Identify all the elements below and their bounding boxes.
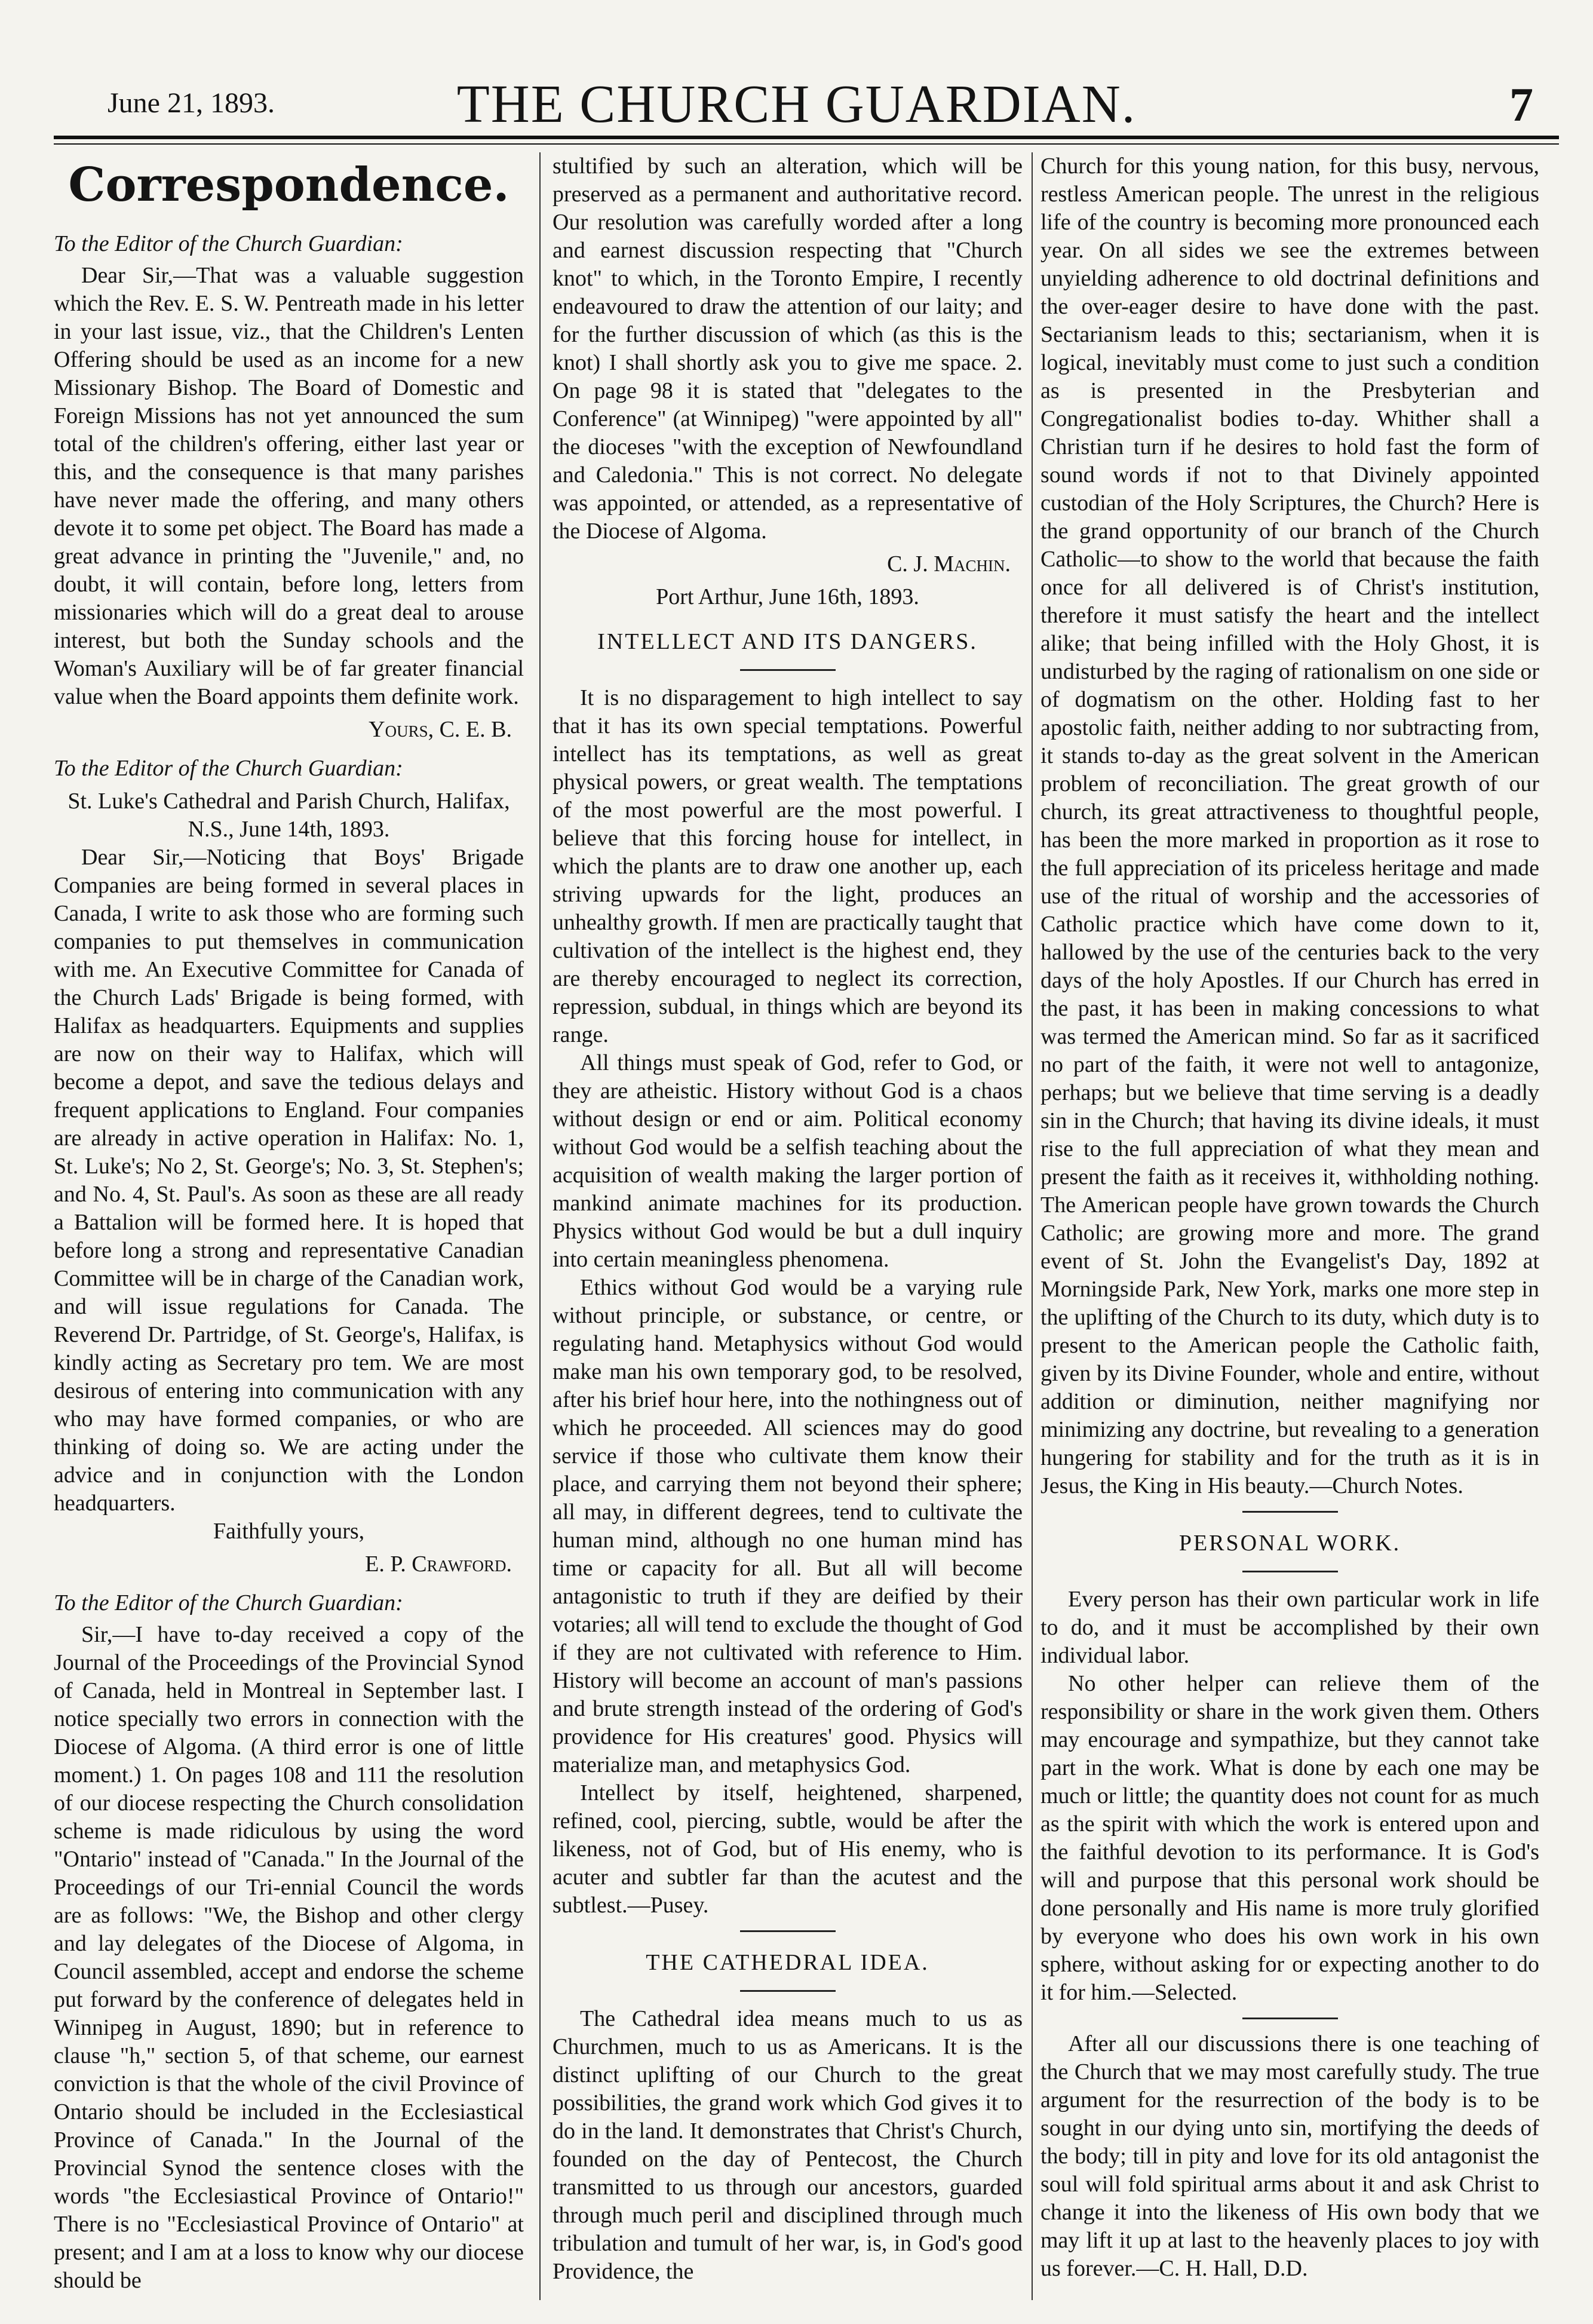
newspaper-title: THE CHURCH GUARDIAN.	[456, 75, 1137, 134]
section-title: INTELLECT AND ITS DANGERS.	[597, 629, 978, 654]
correspondence-heading: Correspondence.	[68, 158, 509, 212]
article-paragraph: Intellect by itself, heightened, sharpened, refined, cool, piercing, subtle, would be after the likeness, not of God, but of His enemy, who is acuter and subtler far than the acutest and the subtlest.—Pusey.	[553, 1780, 1023, 1918]
letter-signature: C. J. Machin.	[887, 551, 1011, 577]
article-paragraph: Every person has their own particular work in life to do, and it must be accomplished by their own individual labor.	[1040, 1587, 1539, 1668]
article-paragraph: No other helper can relieve them of the responsibility or share in the work given them. Others may encourage and sympathize, but they cannot take part in the work. What is done by each one may be much or little; the quantity does not count for as much as the spirit with which the work is entered upon and the faithful devotion to its performance. It is God's will and purpose that this personal work should be done personally and His name is more truly glorified by everyone who does his own work in his own sphere, without asking for or expecting another to do it for him.—Selected.	[1040, 1671, 1539, 2005]
article-paragraph: It is no disparagement to high intellect to say that it has its own special temptations. Powerful intellect has its temptations, as well as great physical powers, or great wealth. The temptations of the most powerful are the most powerful. I believe that this forcing house for intellect, in which the plants are to draw one another up, each striving upwards for the light, produces an unhealthy growth. If men are practically taught that cultivation of the intellect is the highest end, they are thereby encouraged to neglect its correction, repression, subdual, in things which are beyond its range.	[553, 685, 1023, 1047]
section-rule	[740, 1990, 836, 1992]
section-rule	[1242, 1511, 1338, 1513]
section-title: THE CATHEDRAL IDEA.	[646, 1950, 929, 1975]
letter-body: Sir,—I have to-day received a copy of the Journal of the Proceedings of the Provincial Synod of Canada, held in Montreal in September last. I notice specially two errors in connection with the Diocese of Algoma. (A third error is one of little moment.) 1. On pages 108 and 111 the resolution of our diocese respecting the Church consolidation scheme is made ridiculous by using the word "Ontario" instead of "Canada." In the Journal of the Proceedings of our Tri-ennial Council the words are as follows: "We, the Bishop and other clergy and lay delegates of the Diocese of Algoma, in Council assembled, accept and endorse the scheme put forward by the conference of delegates held in Winnipeg in August, 1890; but in reference to clause "h," section 5, of that scheme, our earnest conviction is that the whole of the civil Province of Ontario should be included in the Ecclesiastical Province of Canada." In the Journal of the Provincial Synod the sentence closes with the words "the Ecclesiastical Province of Ontario!" There is no "Ecclesiastical Province of Ontario" at present; and I am at a loss to know why our diocese should be	[54, 1622, 524, 2293]
issue-date: June 21, 1893.	[108, 87, 275, 119]
letter-place-date: Port Arthur, June 16th, 1893.	[656, 584, 919, 609]
masthead-rule-thin	[54, 143, 1559, 145]
column-divider	[539, 152, 541, 2300]
article-paragraph: After all our discussions there is one teaching of the Church that we may most carefully study. The true argument for the resurrection of the body is to be sought in our dying unto sin, mortifying the deeds of the body; till in pity and love for its old antagonist the soul will fold spiritual arms about it and ask Christ to change it into the likeness of His own body that we may lift it up at last to the heavenly places to joy with us forever.—C. H. Hall, D.D.	[1040, 2031, 1539, 2281]
article-paragraph: The Cathedral idea means much to us as Churchmen, much to us as Americans. It is the distinct uplifting of our Church to the great possibilities, the grand work which God gives it to do in the land. It demonstrates that Christ's Church, founded on the day of Pentecost, the Church transmitted to us through our ancestors, guarded through much peril and disciplined through much tribulation and tumult of her war, is, in God's good Providence, the	[553, 2006, 1023, 2284]
letter-salutation: To the Editor of the Church Guardian:	[54, 231, 403, 256]
article-continuation: Church for this young nation, for this busy, nervous, restless American people. The unrest in the religious life of the country is becoming more pronounced each year. On all sides we see the extremes between unyielding adherence to old doctrinal definitions and the over-eager desire to have done with the past. Sectarianism leads to this; sectarianism, when it is logical, inevitably must come to just such a condition as is presented in the Presbyterian and Congregationalist bodies to-day. Whither shall a Christian turn if he desires to hold fast the form of sound words if not to that Divinely appointed custodian of the Holy Scriptures, the Church? Here is the grand opportunity of our branch of the Church Catholic—to show to the world that because the faith once for all delivered is of Christ's institution, therefore it must satisfy the heart and the intellect alike; that being infilled with the Holy Ghost, it is undisturbed by the raging of rationalism on one side or of dogmatism on the other. Holding fast to her apostolic faith, neither adding to nor subtracting from, it stands to-day as the great solvent in the American problem of reconciliation. The great growth of our church, its great attractiveness to thoughtful people, has been the more marked in proportion as it rose to the full appreciation of its priceless heritage and made use of the ritual of worship and the accessories of Catholic practice which have come down to it, hallowed by the use of the centuries back to the very days of the holy Apostles. If our Church has erred in the past, it has been in making concessions to what was termed the American mind. So far as it sacrificed no part of the faith, it were not well to antagonize, perhaps; but we believe that time serving is a deadly sin in the Church; that having its divine ideals, it must rise to the full appreciation of what they mean and present the faith as it receives it, withholding nothing. The American people have grown towards the Church Catholic; are growing more and more. The grand event of St. John the Evangelist's Day, 1892 at Morningside Park, New York, marks one more step in the uplifting of the Church to its duty, which duty is to present to the American people the Catholic faith, given by its Divine Founder, whole and entire, without addition or diminution, neither magnifying nor minimizing any doctrine, but revealing to a generation hungering for stability and for the truth as it is in Jesus, the King in His beauty.—Church Notes.	[1040, 154, 1539, 1498]
page-number: 7	[1509, 79, 1533, 131]
letter-salutation: To the Editor of the Church Guardian:	[54, 756, 403, 781]
section-title: PERSONAL WORK.	[1178, 1531, 1401, 1556]
letter-place-date: St. Luke's Cathedral and Parish Church, Halifax, N.S., June 14th, 1893.	[67, 789, 510, 842]
letter-body: Dear Sir,—Noticing that Boys' Brigade Companies are being formed in several places in Canada, I write to ask those who are forming such companies to put themselves in communication with me. An Executive Committee for Canada of the Church Lads' Brigade is being formed, with Halifax as headquarters. Equipments and supplies are now on their way to Halifax, which will become a depot, and save the tedious delays and frequent applications to England. Four companies are already in active operation in Halifax: No. 1, St. Luke's; No 2, St. George's; No. 3, St. Stephen's; and No. 4, St. Paul's. As soon as these are all ready a Battalion will be formed here. It is hoped that before long a strong and representative Canadian Committee will be in charge of the Canadian work, and will issue regulations for Canada. The Reverend Dr. Partridge, of St. George's, Halifax, is kindly acting as Secretary pro tem. We are most desirous of entering into communication with any who may have formed companies, or who are thinking of doing so. We are acting under the advice and in conjunction with the London headquarters.	[54, 845, 524, 1516]
section-rule	[1242, 1571, 1338, 1572]
letter-continuation: stultified by such an alteration, which will be preserved as a permanent and authoritative record. Our resolution was carefully worded after a long and earnest discussion respecting that "Church knot" to which, in the Toronto Empire, I recently endeavoured to draw the attention of our laity; and for the further discussion of which (as this is the knot) I shall shortly ask you to give me space. 2. On page 98 it is stated that "delegates to the Conference" (at Winnipeg) "were appointed by all" the dioceses "with the exception of Newfoundland and Caledonia." This is not correct. No delegate was appointed, or attended, as a representative of the Diocese of Algoma.	[553, 154, 1023, 544]
letter-signature: E. P. Crawford.	[365, 1552, 512, 1577]
section-rule	[740, 1930, 836, 1932]
article-paragraph: All things must speak of God, refer to God, or they are atheistic. History without God is a chaos without design or end or aim. Political economy without God would be a selfish teaching about the acquisition of wealth making the larger portion of mankind animate machines for its production. Physics without God would be but a dull inquiry into certain meaningless phenomena.	[553, 1050, 1023, 1272]
letter-body: Dear Sir,—That was a valuable suggestion which the Rev. E. S. W. Pentreath made in his letter in your last issue, viz., that the Children's Lenten Offering should be used as an income for a new Missionary Bishop. The Board of Domestic and Foreign Missions has not yet announced the sum total of the children's offering, either last year or this, and the consequence is that many parishes have never made the offering, and many others devote it to some pet object. The Board has made a great advance in printing the "Juvenile," and, no doubt, it will contain, before long, letters from missionaries which will do a great deal to arouse interest, but both the Sunday schools and the Woman's Auxiliary will be of far greater financial value when the Board appoints them definite work.	[54, 263, 524, 709]
column-2	[553, 152, 1023, 2306]
letter-salutation: To the Editor of the Church Guardian:	[54, 1590, 403, 1615]
letter-signature: Yours, C. E. B.	[369, 717, 512, 742]
masthead	[24, 51, 1569, 140]
masthead-rule	[54, 136, 1559, 139]
column-3	[1040, 152, 1539, 2306]
column-divider	[1032, 152, 1033, 2300]
column-1	[54, 152, 524, 2306]
article-paragraph: Ethics without God would be a varying rule without principle, or substance, or centre, or regulating hand. Metaphysics without God would make man his own temporary god, to be resolved, after his brief hour here, into the nothingness out of which he proceeded. All sciences may do good service if those who cultivate them know their place, and carrying them not beyond their sphere; all may, in different degrees, tend to cultivate the human mind, although no one human mind has time or capacity for all. But all will become antagonistic to truth if they are deified by their votaries; all will tend to exclude the thought of God if they are not cultivated with reference to Him. History will become an account of man's passions and brute strength instead of the ordering of God's providence for His creatures' good. Physics will materialize man, and metaphysics God.	[553, 1275, 1023, 1777]
letter-closing: Faithfully yours,	[213, 1519, 365, 1544]
section-rule	[740, 669, 836, 671]
section-rule	[1242, 2018, 1338, 2019]
